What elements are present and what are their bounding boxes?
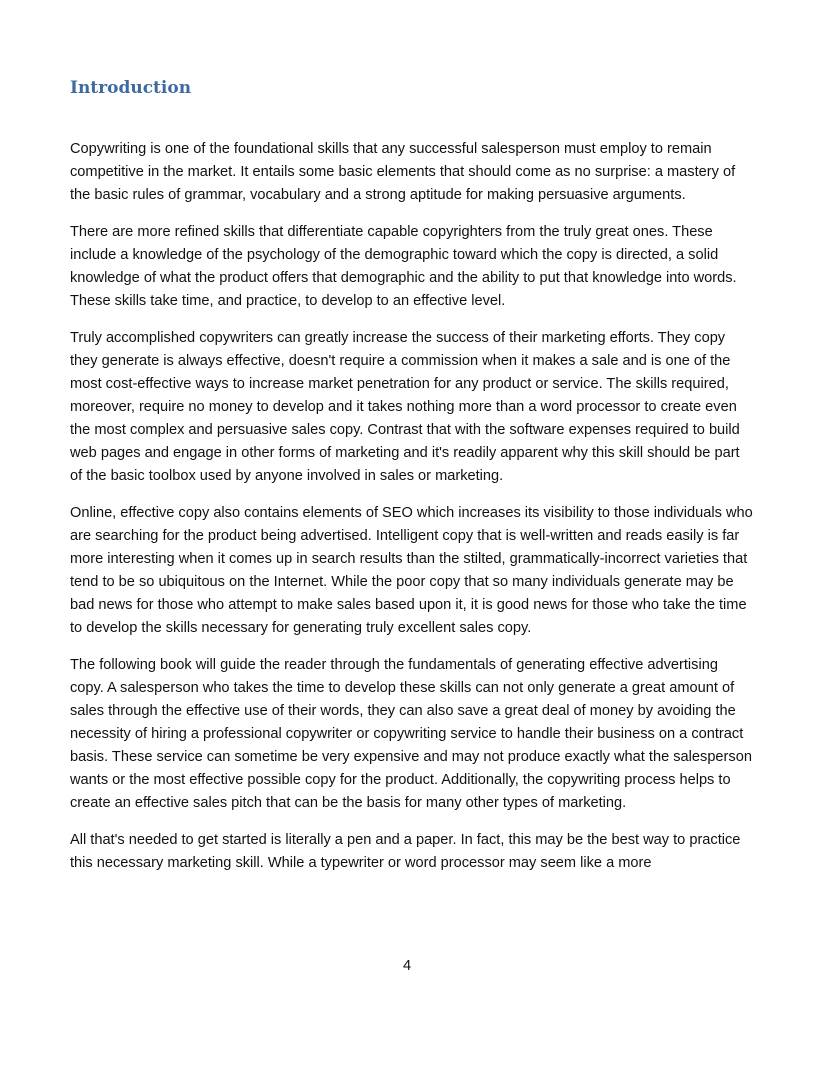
- paragraph-4: Online, effective copy also contains elements of SEO which increases its visibility to those individuals who are searching for the product being advertised. Intelligent copy that is well-written and reads easily is far more interesting when it comes up in search results than the stilted, grammatically-incorrect varieties that tend to be so ubiquitous on the Internet. While the poor copy that so many individuals generate may be bad news for those who attempt to make sales based upon it, it is good news for those who take the time to develop the skills necessary for generating truly excellent sales copy.: [70, 505, 753, 636]
- section-heading: Introduction: [70, 78, 192, 98]
- paragraph-6: All that's needed to get started is literally a pen and a paper. In fact, this may be the best way to practice this necessary marketing skill. While a typewriter or word processor may seem like a more: [70, 832, 741, 871]
- body-text: [70, 138, 754, 889]
- page-number: 4: [402, 958, 412, 974]
- paragraph-1: Copywriting is one of the foundational skills that any successful salesperson must employ to remain competitive in the market. It entails some basic elements that should come as no surprise: a mastery of the basic rules of grammar, vocabulary and a strong aptitude for making persuasive arguments.: [70, 141, 736, 203]
- paragraph-3: Truly accomplished copywriters can greatly increase the success of their marketing efforts. They copy they generate is always effective, doesn't require a commission when it makes a sale and is one of the most cost-effective ways to increase market penetration for any product or service. The skills required, moreover, require no money to develop and it takes nothing more than a word processor to create even the most complex and persuasive sales copy. Contrast that with the software expenses required to build web pages and engage in other forms of marketing and it's readily apparent why this skill should be part of the basic toolbox used by anyone involved in sales or marketing.: [70, 330, 740, 484]
- paragraph-5: The following book will guide the reader through the fundamentals of generating effective advertising copy. A salesperson who takes the time to develop these skills can not only generate a great amount of sales through the effective use of their words, they can also save a great deal of money by avoiding the necessity of hiring a professional copywriter or copywriting service to handle their business on a contract basis. These service can sometime be very expensive and may not produce exactly what the salesperson wants or the most effective possible copy for the product. Additionally, the copywriting process helps to create an effective sales pitch that can be the basis for many other types of marketing.: [70, 657, 752, 811]
- paragraph-2: There are more refined skills that differentiate capable copyrighters from the truly great ones. These include a knowledge of the psychology of the demographic toward which the copy is directed, a solid knowledge of what the product offers that demographic and the ability to put that knowledge into words. These skills take time, and practice, to develop to an effective level.: [70, 224, 737, 309]
